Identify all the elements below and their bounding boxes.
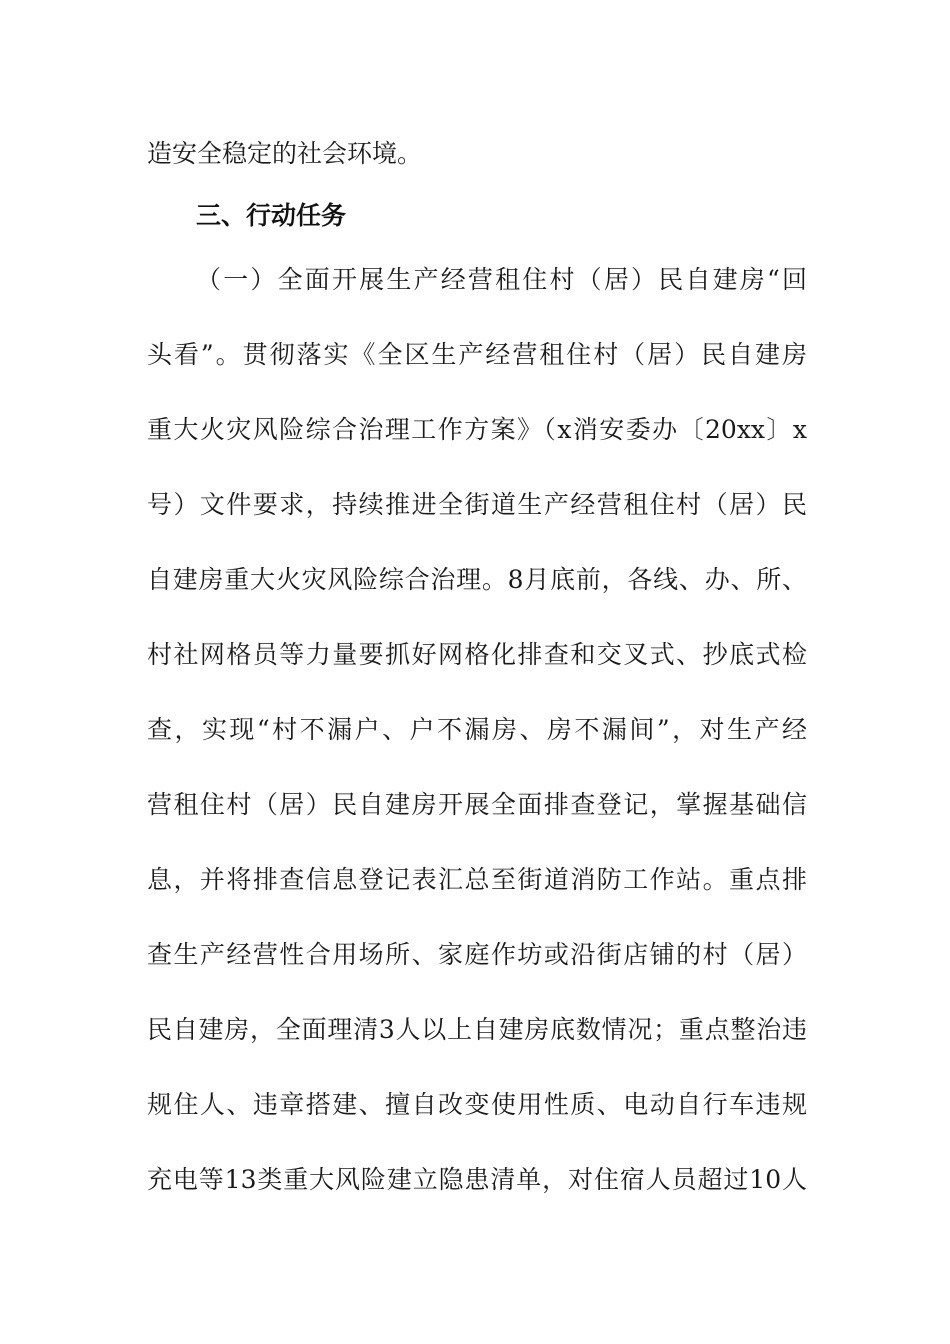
- paragraph-line-6: 村社网格员等力量要抓好网格化排查和交叉式、抄底式检: [147, 640, 807, 669]
- paragraph-line-7: 查，实现“村不漏户、户不漏房、房不漏间”，对生产经: [147, 715, 807, 744]
- paragraph-line-8: 营租住村（居）民自建房开展全面排查登记，掌握基础信: [147, 790, 807, 819]
- paragraph-line-3: 重大火灾风险综合治理工作方案》（x消安委办〔20xx〕x: [147, 415, 807, 444]
- paragraph-line-9: 息，并将排查信息登记表汇总至街道消防工作站。重点排: [147, 865, 807, 894]
- paragraph-line-5: 自建房重大火灾风险综合治理。8月底前，各线、办、所、: [147, 565, 807, 594]
- section-heading: 三、行动任务: [196, 201, 347, 230]
- paragraph-line-12: 规住人、违章搭建、擅自改变使用性质、电动自行车违规: [147, 1090, 807, 1119]
- intro-text-line: 造安全稳定的社会环境。: [147, 139, 423, 168]
- paragraph-line-1: （一）全面开展生产经营租住村（居）民自建房“回: [196, 265, 807, 294]
- paragraph-line-4: 号）文件要求，持续推进全街道生产经营租住村（居）民: [147, 490, 807, 519]
- paragraph-line-13: 充电等13类重大风险建立隐患清单，对住宿人员超过10人: [147, 1165, 807, 1194]
- paragraph-line-11: 民自建房，全面理清3人以上自建房底数情况；重点整治违: [147, 1015, 807, 1044]
- paragraph-line-2: 头看”。贯彻落实《全区生产经营租住村（居）民自建房: [147, 340, 807, 369]
- paragraph-line-10: 查生产经营性合用场所、家庭作坊或沿街店铺的村（居）: [147, 940, 807, 969]
